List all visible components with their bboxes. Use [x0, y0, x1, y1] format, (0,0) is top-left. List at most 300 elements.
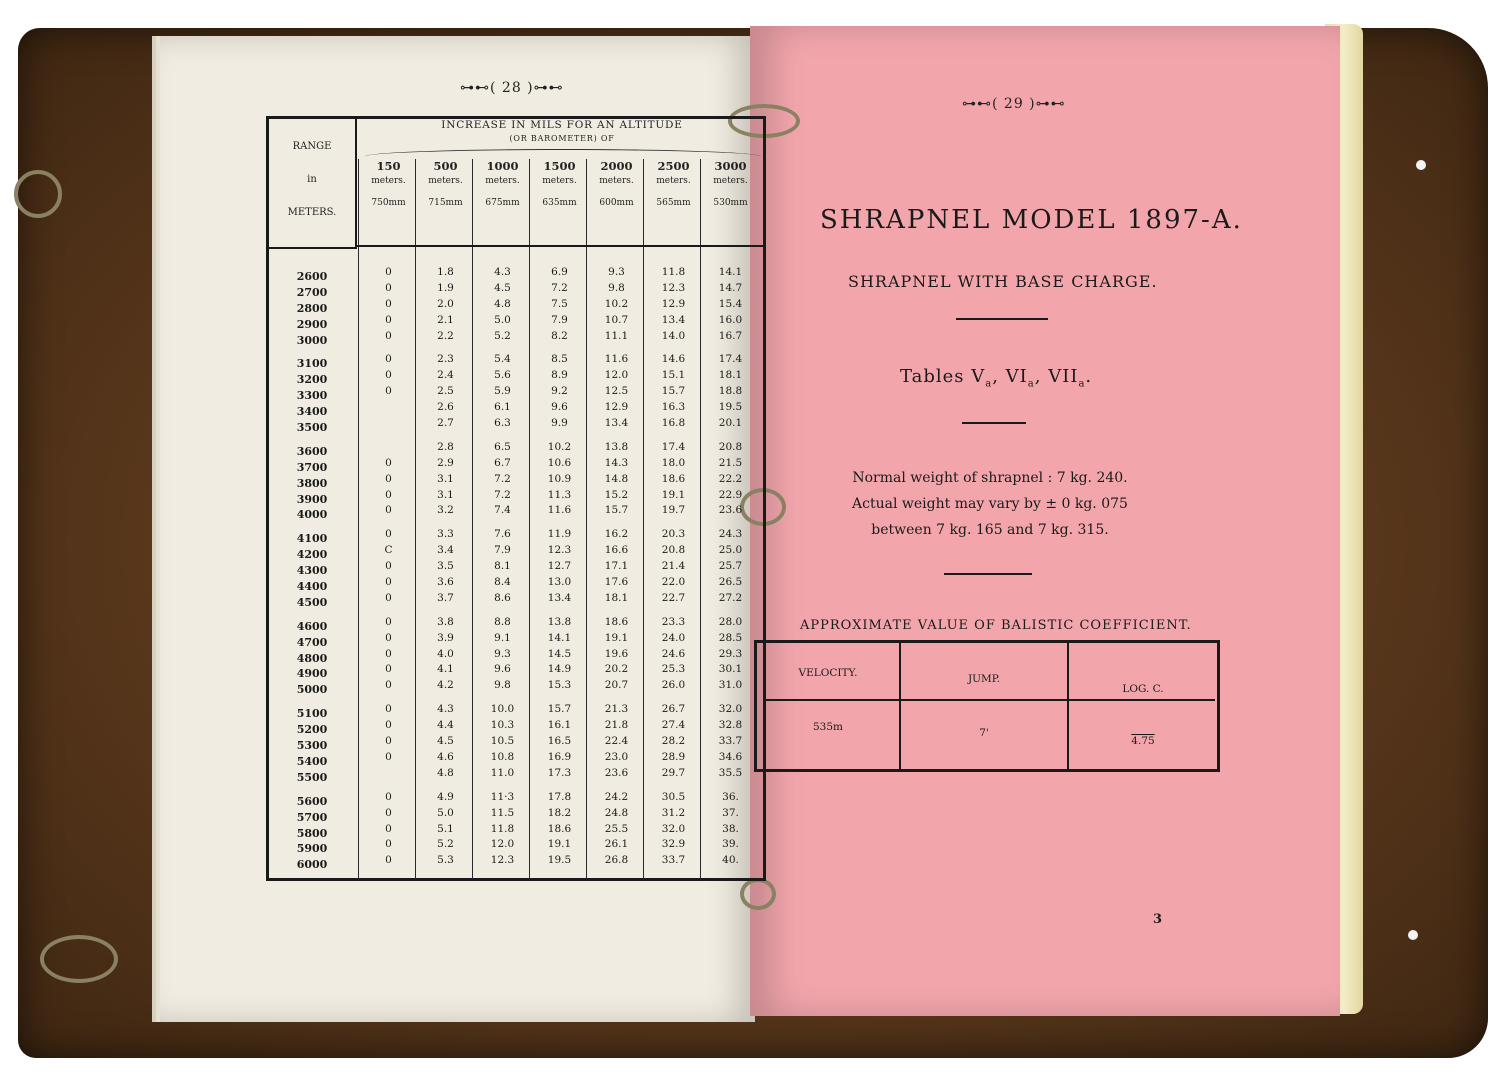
table-cell: 10.2 — [604, 297, 629, 310]
table-cell: 5.2 — [494, 329, 511, 342]
ballistic-table — [754, 640, 1220, 772]
range-value: 2800 — [296, 301, 328, 315]
range-value: 2900 — [296, 317, 328, 331]
table-cell: 17.6 — [604, 576, 629, 589]
table-cell: 14.5 — [547, 647, 572, 660]
altitude-unit: meters. — [485, 176, 520, 186]
table-cell: 16.8 — [661, 417, 686, 430]
table-cell: 4.8 — [494, 297, 511, 310]
table-cell: 6.5 — [494, 440, 511, 453]
table-cell: 16.6 — [604, 544, 629, 557]
table-cell: 0 — [385, 854, 392, 867]
table-cell: 26.7 — [661, 703, 686, 716]
altitude-column-header — [703, 159, 758, 208]
altitude-unit: meters. — [371, 176, 406, 186]
table-cell: 0 — [385, 313, 392, 326]
table-cell: 10.6 — [547, 456, 572, 469]
leather-lace — [40, 935, 118, 983]
divider — [962, 422, 1026, 424]
table-cell: C — [384, 544, 393, 557]
altitude-column-header — [418, 159, 473, 208]
range-value: 4300 — [296, 564, 328, 578]
table-cell: 26.0 — [661, 679, 686, 692]
table-cell: 17.4 — [661, 440, 686, 453]
table-cell: 2.3 — [437, 353, 454, 366]
table-cell: 9.3 — [494, 647, 511, 660]
altitude-data-column — [361, 265, 416, 869]
table-cell: 15.3 — [547, 679, 572, 692]
table-cell: 0 — [385, 281, 392, 294]
table-cell: 3.3 — [437, 528, 454, 541]
range-value: 5500 — [296, 770, 328, 784]
table-cell — [361, 766, 416, 782]
table-cell: 32.0 — [718, 703, 743, 716]
altitude-value: 500 — [433, 159, 458, 173]
page-title: SHRAPNEL MODEL 1897-A. — [820, 205, 1243, 235]
table-cell: 15.7 — [661, 385, 686, 398]
table-cell: 15.7 — [547, 703, 572, 716]
range-value: 4800 — [296, 651, 328, 665]
table-cell: 9.9 — [551, 417, 568, 430]
table-cell: 3.1 — [437, 488, 454, 501]
table-cell: 24.8 — [604, 806, 629, 819]
table-cell: 22.7 — [661, 591, 686, 604]
table-cell: 26.8 — [604, 854, 629, 867]
table-cell: 31.2 — [661, 806, 686, 819]
table-cell: 21.8 — [604, 719, 629, 732]
table-cell: 7.4 — [494, 504, 511, 517]
table-cell: 24.3 — [718, 528, 743, 541]
table-cell: 16.2 — [604, 528, 629, 541]
table-cell: 19.5 — [718, 401, 743, 414]
table-cell: 19.1 — [661, 488, 686, 501]
table-cell: 34.6 — [718, 750, 743, 763]
table-cell: 18.6 — [547, 822, 572, 835]
table-cell: 7.5 — [551, 297, 568, 310]
binding-lace — [740, 878, 776, 910]
table-cell — [361, 440, 416, 456]
range-value: 4000 — [296, 508, 328, 522]
table-cell: 25.7 — [718, 560, 743, 573]
table-cell: 1.9 — [437, 281, 454, 294]
table-cell: 19.6 — [604, 647, 629, 660]
altitude-data-column — [418, 265, 473, 869]
table-cell: 13.0 — [547, 576, 572, 589]
table-cell: 4.6 — [437, 750, 454, 763]
table-cell: 2.7 — [437, 417, 454, 430]
table-cell: 26.5 — [718, 576, 743, 589]
table-cell: 12.3 — [661, 281, 686, 294]
table-cell: 25.3 — [661, 663, 686, 676]
range-value: 3700 — [296, 460, 328, 474]
table-id: VI — [1005, 366, 1028, 387]
table-cell: 3.6 — [437, 576, 454, 589]
table-cell: 16.0 — [718, 313, 743, 326]
weight-line: Normal weight of shrapnel : 7 kg. 240. — [852, 470, 1128, 486]
range-value: 3300 — [296, 389, 328, 403]
table-cell: 22.0 — [661, 576, 686, 589]
table-sub: a — [985, 378, 993, 390]
table-cell: 15.1 — [661, 369, 686, 382]
range-value: 2700 — [296, 285, 328, 299]
altitude-column-header — [589, 159, 644, 208]
table-cell: 4.3 — [437, 703, 454, 716]
range-header-line: RANGE — [292, 141, 332, 152]
table-cell: 0 — [385, 528, 392, 541]
velocity-value: 535m — [813, 721, 843, 733]
page-number-left: ⊶⊷( 28 )⊶⊷ — [460, 80, 564, 96]
altitude-column-header — [361, 159, 416, 208]
table-cell: 0 — [385, 297, 392, 310]
table-cell: 16.7 — [718, 329, 743, 342]
table-cell: 24.2 — [604, 790, 629, 803]
table-cell: 3.8 — [437, 615, 454, 628]
table-cell: 12.5 — [604, 385, 629, 398]
table-cell: 2.9 — [437, 456, 454, 469]
table-cell: 3.5 — [437, 560, 454, 573]
table-cell: 18.1 — [718, 369, 743, 382]
table-cell: 0 — [385, 790, 392, 803]
table-cell: 38. — [722, 822, 739, 835]
table-cell: 0 — [385, 647, 392, 660]
table-cell: 0 — [385, 591, 392, 604]
table-cell: 3.7 — [437, 591, 454, 604]
table-cell: 0 — [385, 750, 392, 763]
table-cell: 18.0 — [661, 456, 686, 469]
table-cell: 14.7 — [718, 281, 743, 294]
altitude-unit: meters. — [428, 176, 463, 186]
col-rule — [1067, 643, 1069, 769]
table-cell: 14.9 — [547, 663, 572, 676]
table-cell: 11·3 — [490, 790, 515, 803]
table-cell: 13.8 — [547, 615, 572, 628]
range-value: 5800 — [296, 826, 328, 840]
table-cell: 1.8 — [437, 266, 454, 278]
range-value: 3900 — [296, 492, 328, 506]
table-cell: 12.9 — [604, 401, 629, 414]
table-cell: 11.8 — [661, 266, 686, 278]
table-cell: 9.6 — [551, 401, 568, 414]
table-cell: 14.1 — [718, 266, 743, 278]
table-cell: 3.1 — [437, 472, 454, 485]
jump-value: 7' — [979, 727, 989, 739]
table-cell: 15.2 — [604, 488, 629, 501]
folio-number: 3 — [1153, 912, 1163, 927]
altitude-value: 150 — [376, 159, 401, 173]
table-cell: 32.0 — [661, 822, 686, 835]
table-cell: 33.7 — [718, 735, 743, 748]
altitude-data-column — [475, 265, 530, 869]
altitude-data-column — [703, 265, 758, 869]
altitude-column-header — [475, 159, 530, 208]
range-value: 3400 — [296, 405, 328, 419]
tables-word: Tables — [900, 366, 965, 387]
table-cell: 11.3 — [547, 488, 572, 501]
table-sub: a — [1078, 378, 1086, 390]
table-cell: 0 — [385, 806, 392, 819]
range-value: 5000 — [296, 683, 328, 697]
table-cell: 0 — [385, 385, 392, 398]
table-cell — [361, 400, 416, 416]
table-cell: 4.0 — [437, 647, 454, 660]
table-cell: 8.2 — [551, 329, 568, 342]
table-cell: 10.7 — [604, 313, 629, 326]
table-cell: 32.9 — [661, 838, 686, 851]
table-cell: 10.9 — [547, 472, 572, 485]
table-cell: 10.0 — [490, 703, 515, 716]
range-value: 4200 — [296, 548, 328, 562]
table-cell: 0 — [385, 719, 392, 732]
header-rule — [357, 245, 765, 247]
range-value: 4600 — [296, 619, 328, 633]
weight-line: between 7 kg. 165 and 7 kg. 315. — [871, 522, 1109, 538]
table-cell: 7.2 — [494, 472, 511, 485]
table-cell: 0 — [385, 560, 392, 573]
table-cell: 8.8 — [494, 615, 511, 628]
divider — [956, 318, 1048, 320]
table-cell: 0 — [385, 703, 392, 716]
range-value: 4900 — [296, 667, 328, 681]
table-cell: 15.4 — [718, 297, 743, 310]
table-cell: 4.8 — [437, 766, 454, 779]
table-cell: 11.1 — [604, 329, 629, 342]
table-cell: 0 — [385, 472, 392, 485]
range-value: 3000 — [296, 333, 328, 347]
range-value: 3600 — [296, 444, 328, 458]
barometer-value: 675mm — [485, 198, 520, 208]
altitude-unit: meters. — [656, 176, 691, 186]
table-cell: 2.5 — [437, 385, 454, 398]
table-cell: 10.5 — [490, 735, 515, 748]
jump-header: JUMP. — [967, 673, 1001, 685]
table-cell: 2.6 — [437, 401, 454, 414]
table-cell: 9.6 — [494, 663, 511, 676]
range-value: 3800 — [296, 476, 328, 490]
table-cell: 9.2 — [551, 385, 568, 398]
logc-header: LOG. C. — [1122, 683, 1164, 695]
table-cell: 19.1 — [547, 838, 572, 851]
cover-hole — [1408, 930, 1418, 940]
table-cell: 11.9 — [547, 528, 572, 541]
table-cell: 27.2 — [718, 591, 743, 604]
table-cell: 5.6 — [494, 369, 511, 382]
table-cell: 36. — [722, 790, 739, 803]
table-cell: 23.6 — [718, 504, 743, 517]
table-cell: 29.7 — [661, 766, 686, 779]
range-header-line: in — [307, 174, 317, 185]
table-cell: 7.2 — [494, 488, 511, 501]
table-cell: 28.2 — [661, 735, 686, 748]
table-cell: 4.4 — [437, 719, 454, 732]
table-cell: 0 — [385, 488, 392, 501]
table-cell: 12.7 — [547, 560, 572, 573]
table-cell: 4.3 — [494, 266, 511, 278]
table-cell: 10.2 — [547, 440, 572, 453]
altitude-unit: meters. — [542, 176, 577, 186]
table-cell: 7.9 — [551, 313, 568, 326]
table-cell: 4.9 — [437, 790, 454, 803]
table-cell: 6.7 — [494, 456, 511, 469]
range-value: 5600 — [296, 794, 328, 808]
table-cell: 0 — [385, 369, 392, 382]
table-cell: 12.9 — [661, 297, 686, 310]
table-cell: 32.8 — [718, 719, 743, 732]
table-cell: 40. — [722, 854, 739, 867]
altitude-value: 1500 — [543, 159, 576, 173]
table-cell: 14.1 — [547, 631, 572, 644]
table-cell: 10.8 — [490, 750, 515, 763]
altitude-data-column — [646, 265, 701, 869]
table-cell: 16.9 — [547, 750, 572, 763]
table-cell: 20.8 — [718, 440, 743, 453]
table-cell: 4.2 — [437, 679, 454, 692]
table-cell: 29.3 — [718, 647, 743, 660]
table-cell: 10.3 — [490, 719, 515, 732]
table-cell: 11.6 — [547, 504, 572, 517]
table-cell: 0 — [385, 266, 392, 278]
altitude-column-header — [646, 159, 701, 208]
table-cell: 12.0 — [490, 838, 515, 851]
increase-header-line: (OR BAROMETER) OF — [509, 134, 615, 143]
table-cell: 11.5 — [490, 806, 515, 819]
right-page — [750, 26, 1340, 1016]
range-header-line: METERS. — [287, 207, 337, 218]
table-cell: 0 — [385, 735, 392, 748]
table-cell: 17.3 — [547, 766, 572, 779]
barometer-value: 715mm — [428, 198, 463, 208]
range-value: 4700 — [296, 635, 328, 649]
table-cell: 18.1 — [604, 591, 629, 604]
table-cell: 0 — [385, 329, 392, 342]
table-cell: 0 — [385, 504, 392, 517]
table-cell: 16.3 — [661, 401, 686, 414]
table-cell: 18.8 — [718, 385, 743, 398]
table-cell: 2.4 — [437, 369, 454, 382]
table-cell: 5.3 — [437, 854, 454, 867]
table-cell: 24.0 — [661, 631, 686, 644]
range-value: 6000 — [296, 858, 328, 872]
table-cell: 30.5 — [661, 790, 686, 803]
table-cell: 6.9 — [551, 266, 568, 278]
table-sub: a — [1027, 378, 1035, 390]
altitude-table — [266, 116, 766, 881]
table-cell: 8.5 — [551, 353, 568, 366]
table-cell: 28.5 — [718, 631, 743, 644]
table-cell: 19.5 — [547, 854, 572, 867]
barometer-value: 530mm — [713, 198, 748, 208]
table-cell: 0 — [385, 822, 392, 835]
table-cell: 8.1 — [494, 560, 511, 573]
table-cell: 8.6 — [494, 591, 511, 604]
table-cell: 5.2 — [437, 838, 454, 851]
range-value: 5400 — [296, 754, 328, 768]
table-cell: 4.5 — [494, 281, 511, 294]
table-cell: 0 — [385, 456, 392, 469]
altitude-unit: meters. — [713, 176, 748, 186]
table-cell: 12.0 — [604, 369, 629, 382]
table-cell: 0 — [385, 663, 392, 676]
table-cell: 0 — [385, 576, 392, 589]
range-value: 5900 — [296, 842, 328, 856]
weight-line: Actual weight may vary by ± 0 kg. 075 — [852, 496, 1128, 512]
table-cell: 9.1 — [494, 631, 511, 644]
range-value: 5300 — [296, 739, 328, 753]
header-brace — [365, 149, 761, 164]
table-cell: 28.0 — [718, 615, 743, 628]
altitude-data-column — [589, 265, 644, 869]
table-cell: 12.3 — [547, 544, 572, 557]
table-cell: 6.3 — [494, 417, 511, 430]
tables-reference: Tables $V_a$, $VI_a$, $VII_a$. — [900, 366, 1093, 390]
table-cell: 13.8 — [604, 440, 629, 453]
velocity-header: VELOCITY. — [798, 667, 858, 679]
table-cell: 23.6 — [604, 766, 629, 779]
range-value: 4400 — [296, 580, 328, 594]
table-cell: 8.4 — [494, 576, 511, 589]
table-cell: 7.9 — [494, 544, 511, 557]
barometer-value: 565mm — [656, 198, 691, 208]
table-cell: 0 — [385, 615, 392, 628]
table-cell: 3.4 — [437, 544, 454, 557]
table-cell: 19.7 — [661, 504, 686, 517]
table-cell: 25.5 — [604, 822, 629, 835]
table-cell: 3.9 — [437, 631, 454, 644]
altitude-value: 3000 — [714, 159, 747, 173]
table-cell: 20.8 — [661, 544, 686, 557]
table-cell: 13.4 — [604, 417, 629, 430]
table-cell: 11.6 — [604, 353, 629, 366]
table-cell: 6.1 — [494, 401, 511, 414]
page-number-right: ⊶⊷( 29 )⊶⊷ — [962, 96, 1066, 112]
table-cell: 28.9 — [661, 750, 686, 763]
increase-header-line: INCREASE IN MILS FOR AN ALTITUDE — [441, 119, 683, 131]
table-cell: 0 — [385, 353, 392, 366]
table-cell: 5.1 — [437, 822, 454, 835]
table-cell: 5.4 — [494, 353, 511, 366]
range-header — [269, 119, 357, 249]
table-cell: 9.8 — [494, 679, 511, 692]
table-cell: 8.9 — [551, 369, 568, 382]
table-cell: 3.2 — [437, 504, 454, 517]
table-cell: 21.5 — [718, 456, 743, 469]
table-cell: 5.0 — [437, 806, 454, 819]
table-cell: 35.5 — [718, 766, 743, 779]
increase-header — [357, 119, 767, 143]
column-rule — [358, 159, 359, 879]
table-cell: 9.8 — [608, 281, 625, 294]
table-id: VII — [1048, 366, 1079, 387]
table-cell: 2.2 — [437, 329, 454, 342]
range-column — [269, 269, 355, 873]
altitude-unit: meters. — [599, 176, 634, 186]
range-value: 4500 — [296, 595, 328, 609]
table-cell: 2.8 — [437, 440, 454, 453]
table-cell — [361, 416, 416, 432]
table-cell: 21.4 — [661, 560, 686, 573]
table-cell: 26.1 — [604, 838, 629, 851]
table-cell: 21.3 — [604, 703, 629, 716]
table-cell: 24.6 — [661, 647, 686, 660]
table-cell: 23.3 — [661, 615, 686, 628]
range-value: 5100 — [296, 707, 328, 721]
page-subtitle: SHRAPNEL WITH BASE CHARGE. — [848, 272, 1158, 291]
range-value: 5200 — [296, 723, 328, 737]
table-cell: 18.2 — [547, 806, 572, 819]
divider — [944, 573, 1032, 575]
logc-value: 4.75 — [1131, 735, 1155, 747]
barometer-value: 750mm — [371, 198, 406, 208]
table-cell: 14.3 — [604, 456, 629, 469]
